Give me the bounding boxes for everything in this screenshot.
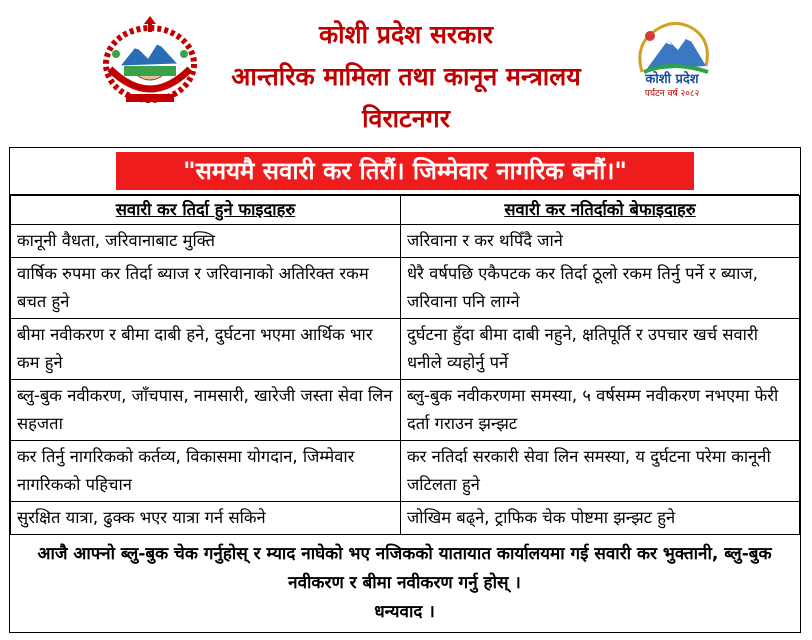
table-cell: दुर्घटना हुँदा बीमा दाबी नहुने, क्षतिपूर्ति र उपचार खर्च सवारी धनीले व्यहोर्नु पर्ने: [401, 319, 800, 380]
header-line-1: कोशी प्रदेश सरकार: [318, 20, 494, 49]
footer-message: आजै आफ्नो ब्लु-बुक चेक गर्नुहोस् र म्याद नाघेको भए नजिकको यातायात कार्यालयमा गई सवारी कर भुक्तानी, ब्लु-बुक नवीकरण र बीमा नवीकरण गर्नु होस् ।: [37, 544, 772, 593]
table-row: [11, 258, 800, 319]
table-header-row: [11, 196, 800, 225]
table-row: [11, 319, 800, 380]
table-cell: बीमा नवीकरण र बीमा दाबी हने, दुर्घटना भएमा आर्थिक भार कम हुने: [11, 319, 401, 380]
table-cell: ब्लु-बुक नवीकरण, जाँचपास, नामसारी, खारेजी जस्ता सेवा लिन सहजता: [11, 380, 401, 441]
table-cell: सुरक्षित यात्रा, ढुक्क भएर यात्रा गर्न सकिने: [11, 502, 401, 535]
table-cell: ब्लु-बुक नवीकरणमा समस्या, ५ वर्षसम्म नवीकरण नभएमा फेरी दर्ता गराउन झन्झट: [401, 380, 800, 441]
table-cell: धेरै वर्षपछि एकैपटक कर तिर्दा ठूलो रकम तिर्नु पर्ने र ब्याज, जरिवाना पनि लाग्ने: [401, 258, 800, 319]
slogan-banner: "समयमै सवारी कर तिरौं। जिम्मेवार नागरिक बनौं।": [116, 152, 694, 190]
table-cell: वार्षिक रुपमा कर तिर्दा ब्याज र जरिवानाको अतिरिक्त रकम बचत हुने: [11, 258, 401, 319]
header-line-3: विराटनगर: [362, 104, 450, 133]
table-row: [11, 441, 800, 502]
content-box: [9, 147, 801, 633]
right-logo-text: कोशी प्रदेश: [645, 72, 699, 87]
banner-row: [10, 148, 799, 195]
table-row: [11, 502, 800, 535]
table-row: [11, 225, 800, 258]
table-row: [11, 380, 800, 441]
table-cell: जोखिम बढ्ने, ट्राफिक चेक पोष्टमा झन्झट हुने: [401, 502, 800, 535]
table-cell: जरिवाना र कर थपिँदै जाने: [401, 225, 800, 258]
table-cell: कानूनी वैधता, जरिवानाबाट मुक्ति: [11, 225, 401, 258]
nepal-emblem-icon: [96, 14, 204, 106]
table-cell: कर नतिर्दा सरकारी सेवा लिन समस्या, य दुर्घटना परेमा कानूनी जटिलता हुने: [401, 441, 800, 502]
header-line-2: आन्तरिक मामिला तथा कानून मन्त्रालय: [231, 62, 581, 91]
footer-notice: [10, 540, 799, 627]
footer-thanks: धन्यवाद ।: [374, 602, 435, 622]
mountain-logo-icon: [622, 14, 722, 80]
header: [0, 0, 812, 145]
right-logo-subtext: पर्यटन वर्ष २०८२: [644, 89, 700, 99]
column-header-drawbacks: सवारी कर नतिर्दाको बेफाइदाहरु: [401, 196, 800, 225]
benefits-table: [10, 195, 800, 535]
koshi-tourism-logo: [622, 14, 722, 104]
column-header-benefits: सवारी कर तिर्दा हुने फाइदाहरु: [11, 196, 401, 225]
table-cell: कर तिर्नु नागरिकको कर्तव्य, विकासमा योगदान, जिम्मेवार नागरिकको पहिचान: [11, 441, 401, 502]
